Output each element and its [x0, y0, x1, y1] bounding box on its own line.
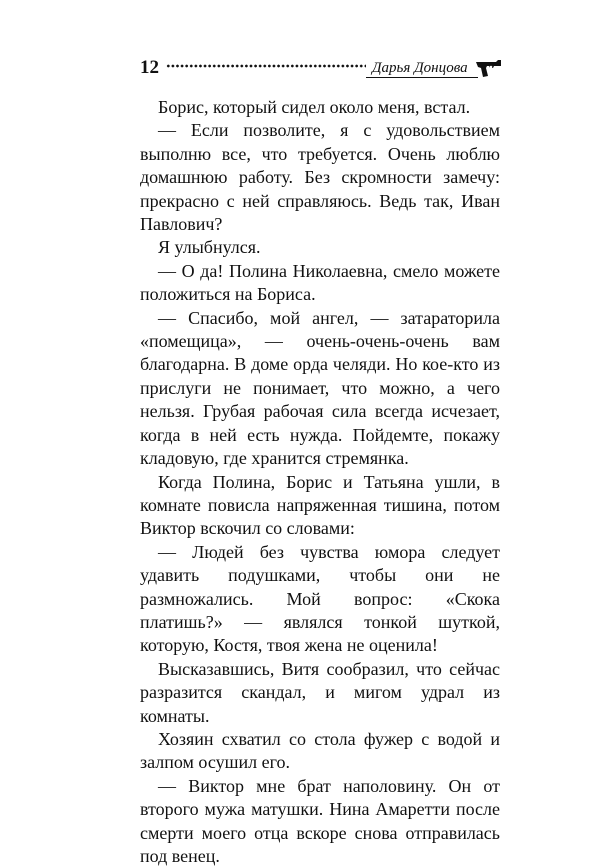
paragraph: Хозяин схватил со стола фужер с водой и залпом осушил его. [140, 728, 500, 773]
paragraph: — О да! Полина Николаевна, смело можете положиться на Бориса. [140, 260, 500, 305]
paragraph: — Спасибо, мой ангел, — затараторила «помещица», — очень-очень-очень вам благодарна. В доме орда челяди. Но кое-кто из прислуги не понимает, что можно, а чего нельзя. Грубая рабочая сила всегда исчезает, когда в ней есть нужда. Пойдемте, покажу кладовую, где хранится стремянка. [140, 307, 500, 469]
running-header [140, 56, 500, 84]
paragraph: Высказавшись, Витя сообразил, что сейчас разразится скандал, и мигом удрал из комнаты. [140, 658, 500, 726]
paragraph: Я улыбнулся. [158, 237, 261, 258]
paragraph: — Если позволите, я с удовольствием выполню все, что требуется. Очень люблю домашнюю работу. Без скромности замечу: прекрасно с ней справляюсь. Ведь так, Иван Павлович? [140, 120, 500, 235]
paragraph: — Виктор мне брат наполовину. Он от второго мужа матушки. Нина Амаретти после смерти моего отца вскоре снова отправилась под венец. [140, 775, 500, 866]
revolver-icon [474, 56, 504, 80]
paragraph: — Людей без чувства юмора следует удавить подушками, чтобы они не размножались. Мой вопрос: «Скока платишь?» — являлся тонкой шуткой, которую, Костя, твоя жена не оценила! [140, 541, 500, 656]
page-number: 12 [140, 57, 159, 78]
paragraph: Борис, который сидел около меня, встал. [158, 97, 471, 117]
paragraph: Когда Полина, Борис и Татьяна ушли, в комнате повисла напряженная тишина, потом Виктор вскочил со словами: [140, 471, 500, 539]
body-text [140, 96, 500, 868]
dotted-rule [166, 64, 366, 68]
header-underline [366, 77, 478, 78]
author-name: Дарья Донцова [372, 60, 468, 76]
